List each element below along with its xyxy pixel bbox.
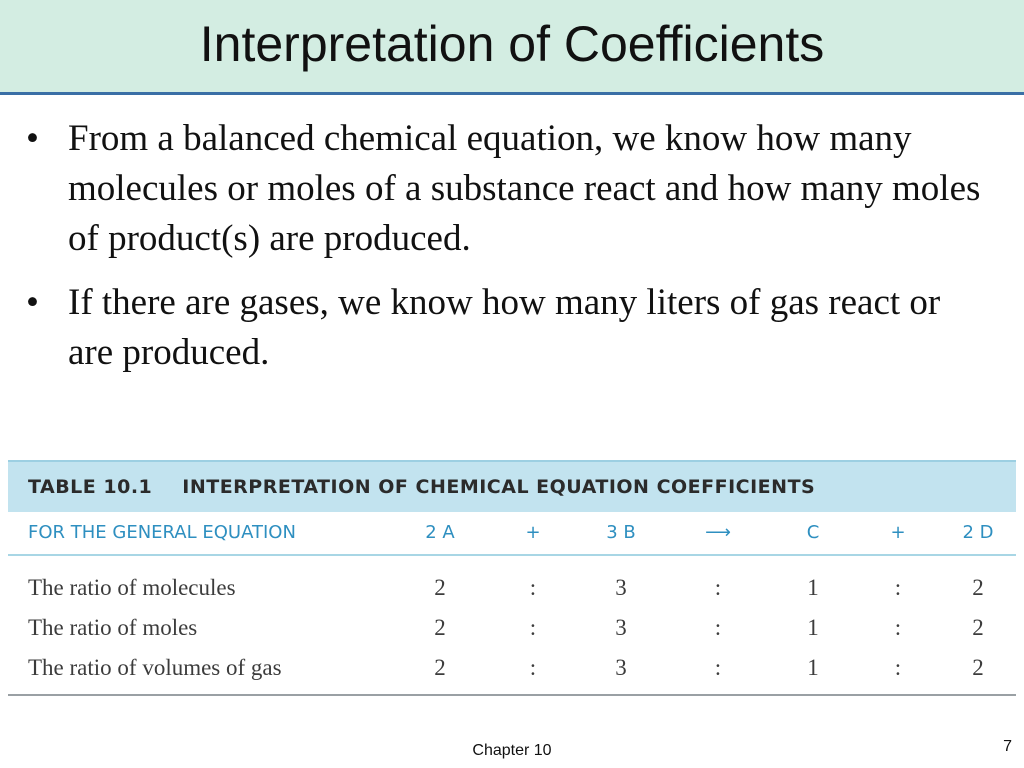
bullet-marker: •: [26, 282, 39, 323]
table-header: [8, 460, 1016, 512]
table-cell: 2: [972, 615, 984, 640]
equation-row: [8, 512, 1016, 556]
table-cell: :: [529, 615, 537, 640]
title-bar: [0, 0, 1024, 95]
table-title: [28, 476, 815, 498]
table-row: [8, 608, 1016, 648]
table-heading: INTERPRETATION OF CHEMICAL EQUATION COEFFICIENTS: [182, 476, 816, 498]
table-cell: :: [894, 615, 902, 640]
table-cell: :: [894, 575, 902, 600]
equation-term: 3 B: [606, 522, 636, 543]
table-cell: :: [714, 575, 722, 600]
bullet-text: From a balanced chemical equation, we know how many molecules or moles of a substance react and how many moles of product(s) are produced.: [68, 118, 981, 259]
slide-footer: Chapter 10: [472, 742, 552, 759]
table-cell: 2: [434, 615, 446, 640]
table-cell: :: [714, 615, 722, 640]
bullet-text: If there are gases, we know how many liters of gas react or are produced.: [68, 282, 941, 373]
equation-operator: +: [890, 522, 906, 543]
table-cell: :: [529, 655, 537, 680]
table-cell: 1: [807, 655, 819, 680]
equation-term: C: [806, 522, 820, 543]
page-number: 7: [1003, 738, 1012, 755]
table-cell: 3: [615, 575, 627, 600]
equation-label: FOR THE GENERAL EQUATION: [28, 522, 296, 543]
table-body: [8, 556, 1016, 696]
table-row: [8, 568, 1016, 608]
row-label: The ratio of molecules: [28, 575, 236, 600]
equation-term: 2 D: [962, 522, 994, 543]
bullet-item: [26, 278, 986, 378]
reaction-arrow-icon: ⟶: [705, 522, 731, 543]
equation-term: 2 A: [425, 522, 455, 543]
table-cell: 2: [972, 575, 984, 600]
table-cell: 1: [807, 615, 819, 640]
table-row: [8, 648, 1016, 688]
bullet-list: [26, 114, 986, 392]
slide-title: Interpretation of Coefficients: [199, 16, 825, 72]
table-cell: 2: [434, 575, 446, 600]
table-cell: 3: [615, 615, 627, 640]
table-cell: :: [529, 575, 537, 600]
table-cell: 1: [807, 575, 819, 600]
bullet-item: [26, 114, 986, 264]
equation-operator: +: [525, 522, 541, 543]
row-label: The ratio of volumes of gas: [28, 655, 282, 680]
coefficients-table: [8, 460, 1016, 696]
table-cell: :: [714, 655, 722, 680]
table-cell: :: [894, 655, 902, 680]
table-number: TABLE 10.1: [28, 476, 153, 498]
row-label: The ratio of moles: [28, 615, 198, 640]
bullet-marker: •: [26, 118, 39, 159]
table-cell: 3: [615, 655, 627, 680]
table-cell: 2: [972, 655, 984, 680]
table-cell: 2: [434, 655, 446, 680]
